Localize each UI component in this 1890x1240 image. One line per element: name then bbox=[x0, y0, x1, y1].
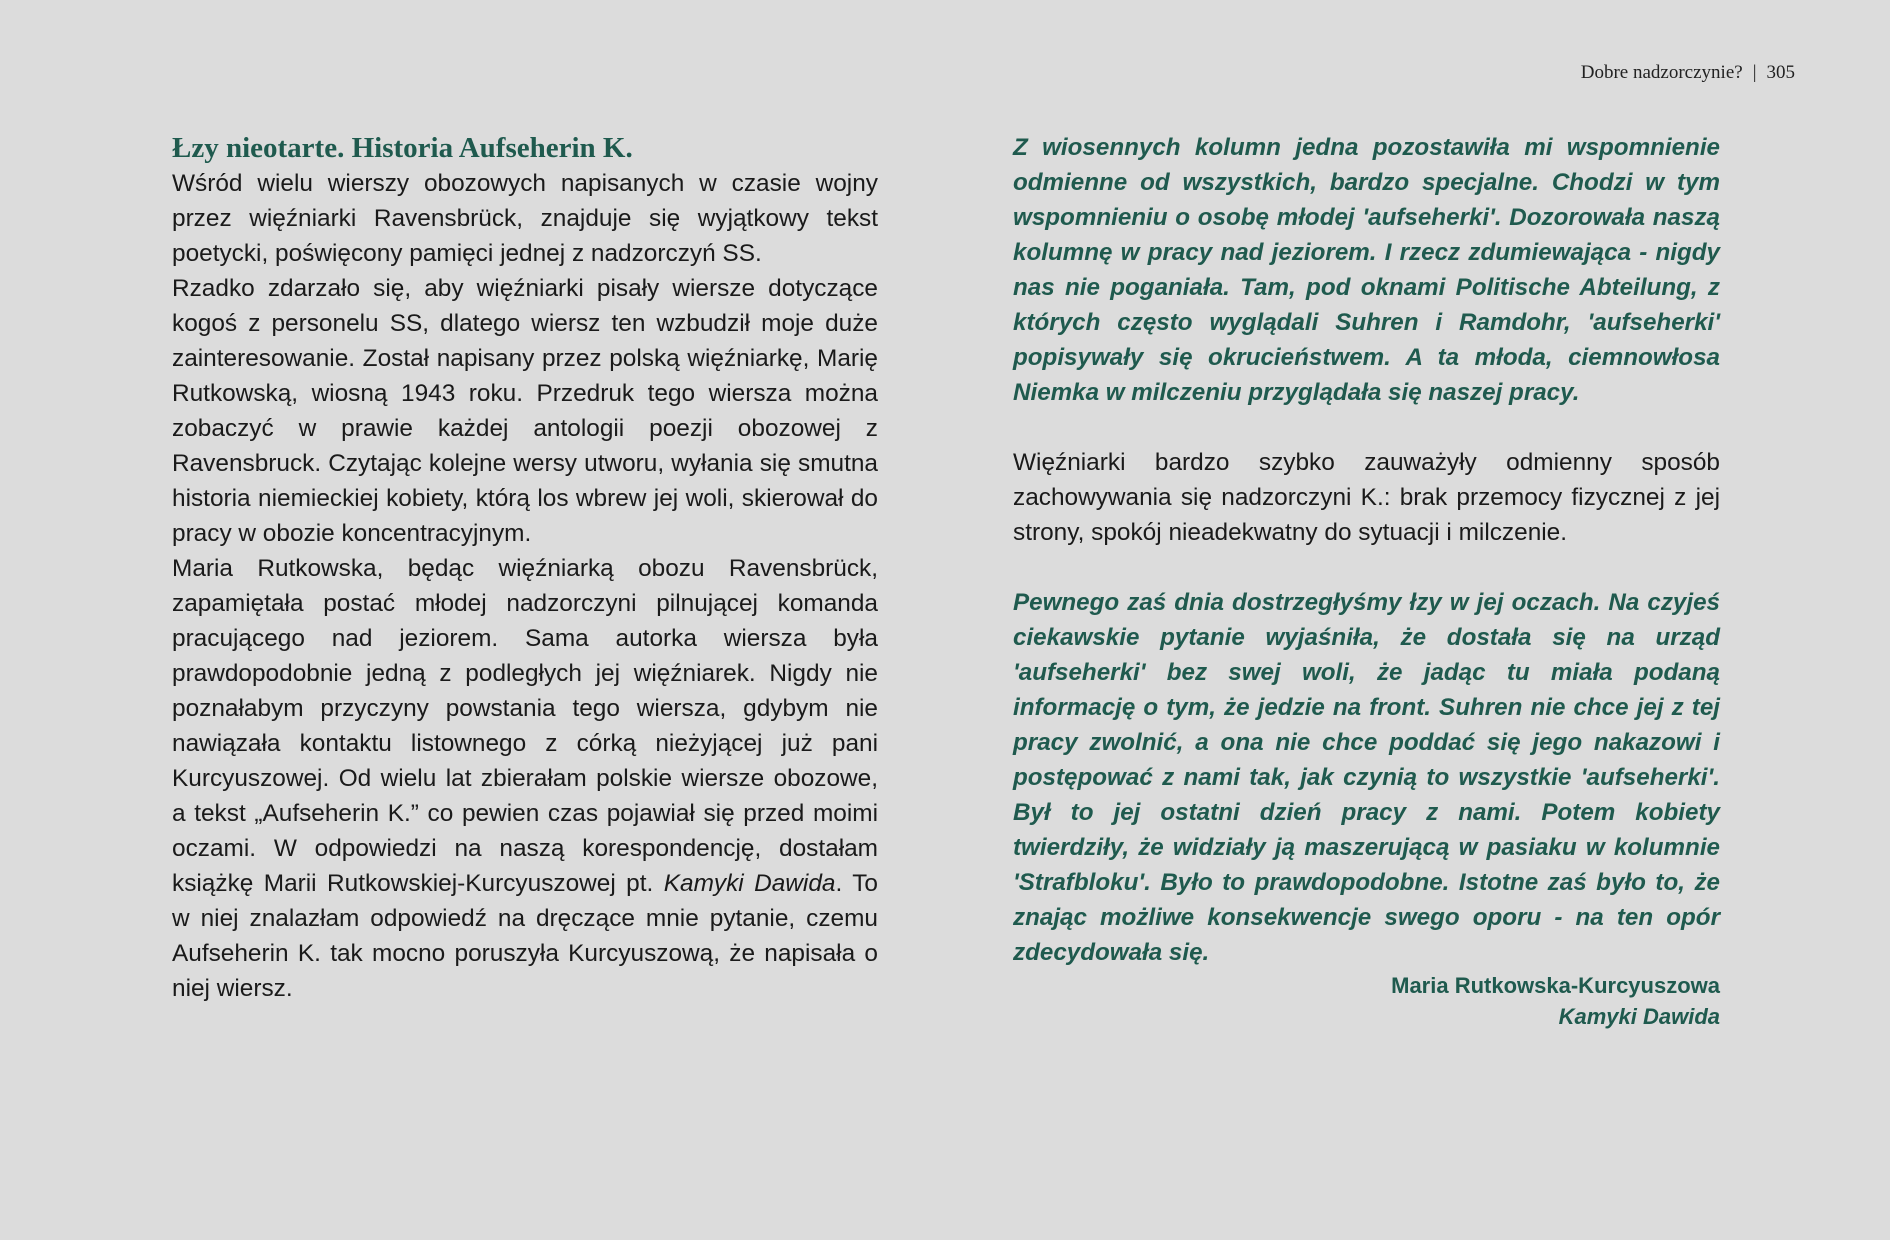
paragraph-3-start: Maria Rutkowska, będąc więźniarką obozu Ravensbrück, zapamiętała postać młodej nadzorczyni pilnującej komanda pracującego nad jeziorem. Sama autorka wiersza była prawdopodobnie jedną z podległych jej więźniarek. Nigdy nie poznałabym przyczyny powstania tego wiersza, gdybym nie nawiązała kontaktu listownego z córką nieżyjącej już pani Kurcyuszowej. Od wielu lat zbierałam polskie wiersze obozowe, a tekst „Aufseherin K.” co pewien czas pojawiał się przed moimi oczami. W odpowiedzi na naszą korespondencję, dostałam książkę Marii Rutkowskiej-Kurcyuszowej pt. bbox=[172, 555, 878, 897]
paragraph-2: Rzadko zdarzało się, aby więźniarki pisały wiersze dotyczące kogoś z personelu SS, dlatego wiersz ten wzbudził moje duże zainteresowanie. Został napisany przez polską więźniarkę, Marię Rutkowską, wiosną 1943 roku. Przedruk tego wiersza można zobaczyć w prawie każdej antologii poezji obozowej z Ravensbruck. Czytając kolejne wersy utworu, wyłania się smutna historia niemieckiej kobiety, którą los wbrew jej woli, skierował do pracy w obozie koncentracyjnym. bbox=[172, 275, 878, 547]
right-column bbox=[1013, 130, 1720, 1032]
paragraph-3-end: . To w niej znalazłam odpowiedź na dręczące mnie pytanie, czemu Aufseherin K. tak mocno poruszyła Kurcyuszową, że napisała o niej wiersz. bbox=[172, 870, 878, 1002]
header-separator: | bbox=[1752, 62, 1757, 83]
page-number: 305 bbox=[1766, 62, 1795, 83]
commentary-paragraph: Więźniarki bardzo szybko zauważyły odmienny sposób zachowywania się nadzorczyni K.: brak przemocy fizycznej z jej strony, spokój nieadekwatny do sytuacji i milczenie. bbox=[1013, 449, 1720, 546]
left-column bbox=[172, 130, 878, 1006]
attribution-book: Kamyki Dawida bbox=[1558, 1004, 1720, 1029]
attribution-author: Maria Rutkowska-Kurcyuszowa bbox=[1391, 973, 1720, 998]
spacer bbox=[1013, 550, 1720, 585]
paragraph-3 bbox=[172, 551, 878, 1006]
chapter-title: Dobre nadzorczynie? bbox=[1580, 62, 1743, 83]
book-title-inline: Kamyki Dawida bbox=[663, 870, 836, 897]
quote-2: Pewnego zaś dnia dostrzegłyśmy łzy w jej oczach. Na czyjeś ciekawskie pytanie wyjaśniła, że dostała się na urząd 'aufseherki' bez swej woli, że jadąc tu miała podaną informację o tym, że jedzie na front. Suhren nie chce jej z tej pracy zwolnić, a ona nie chce poddać się jego nakazowi i postępować z nami tak, jak czynią to wszystkie 'aufseherki'. Był to jej ostatni dzień pracy z nami. Potem kobiety twierdziły, że widziały ją maszerującą w pasiaku w kolumnie 'Strafbloku'. Było to prawdopodobne. Istotne zaś było to, że znając możliwe konsekwencje swego oporu - na ten opór zdecydowała się. bbox=[1013, 589, 1720, 966]
running-head bbox=[1581, 62, 1795, 84]
paragraph-1: Wśród wielu wierszy obozowych napisanych w czasie wojny przez więźniarki Ravensbrück, znajduje się wyjątkowy tekst poetycki, poświęcony pamięci jednej z nadzorczyń SS. bbox=[172, 170, 878, 267]
quote-1: Z wiosennych kolumn jedna pozostawiła mi wspomnienie odmienne od wszystkich, bardzo specjalne. Chodzi w tym wspomnieniu o osobę młodej 'aufseherki'. Dozorowała naszą kolumnę w pracy nad jeziorem. I rzecz zdumiewająca - nigdy nas nie poganiała. Tam, pod oknami Politische Abteilung, z których często wyglądali Suhren i Ramdohr, 'aufseherki' popisywały się okrucieństwem. A ta młoda, ciemnowłosa Niemka w milczeniu przyglądała się naszej pracy. bbox=[1013, 134, 1720, 406]
section-title: Łzy nieotarte. Historia Aufseherin K. bbox=[172, 132, 633, 164]
quote-attribution bbox=[1013, 970, 1720, 1032]
spacer bbox=[1013, 410, 1720, 445]
